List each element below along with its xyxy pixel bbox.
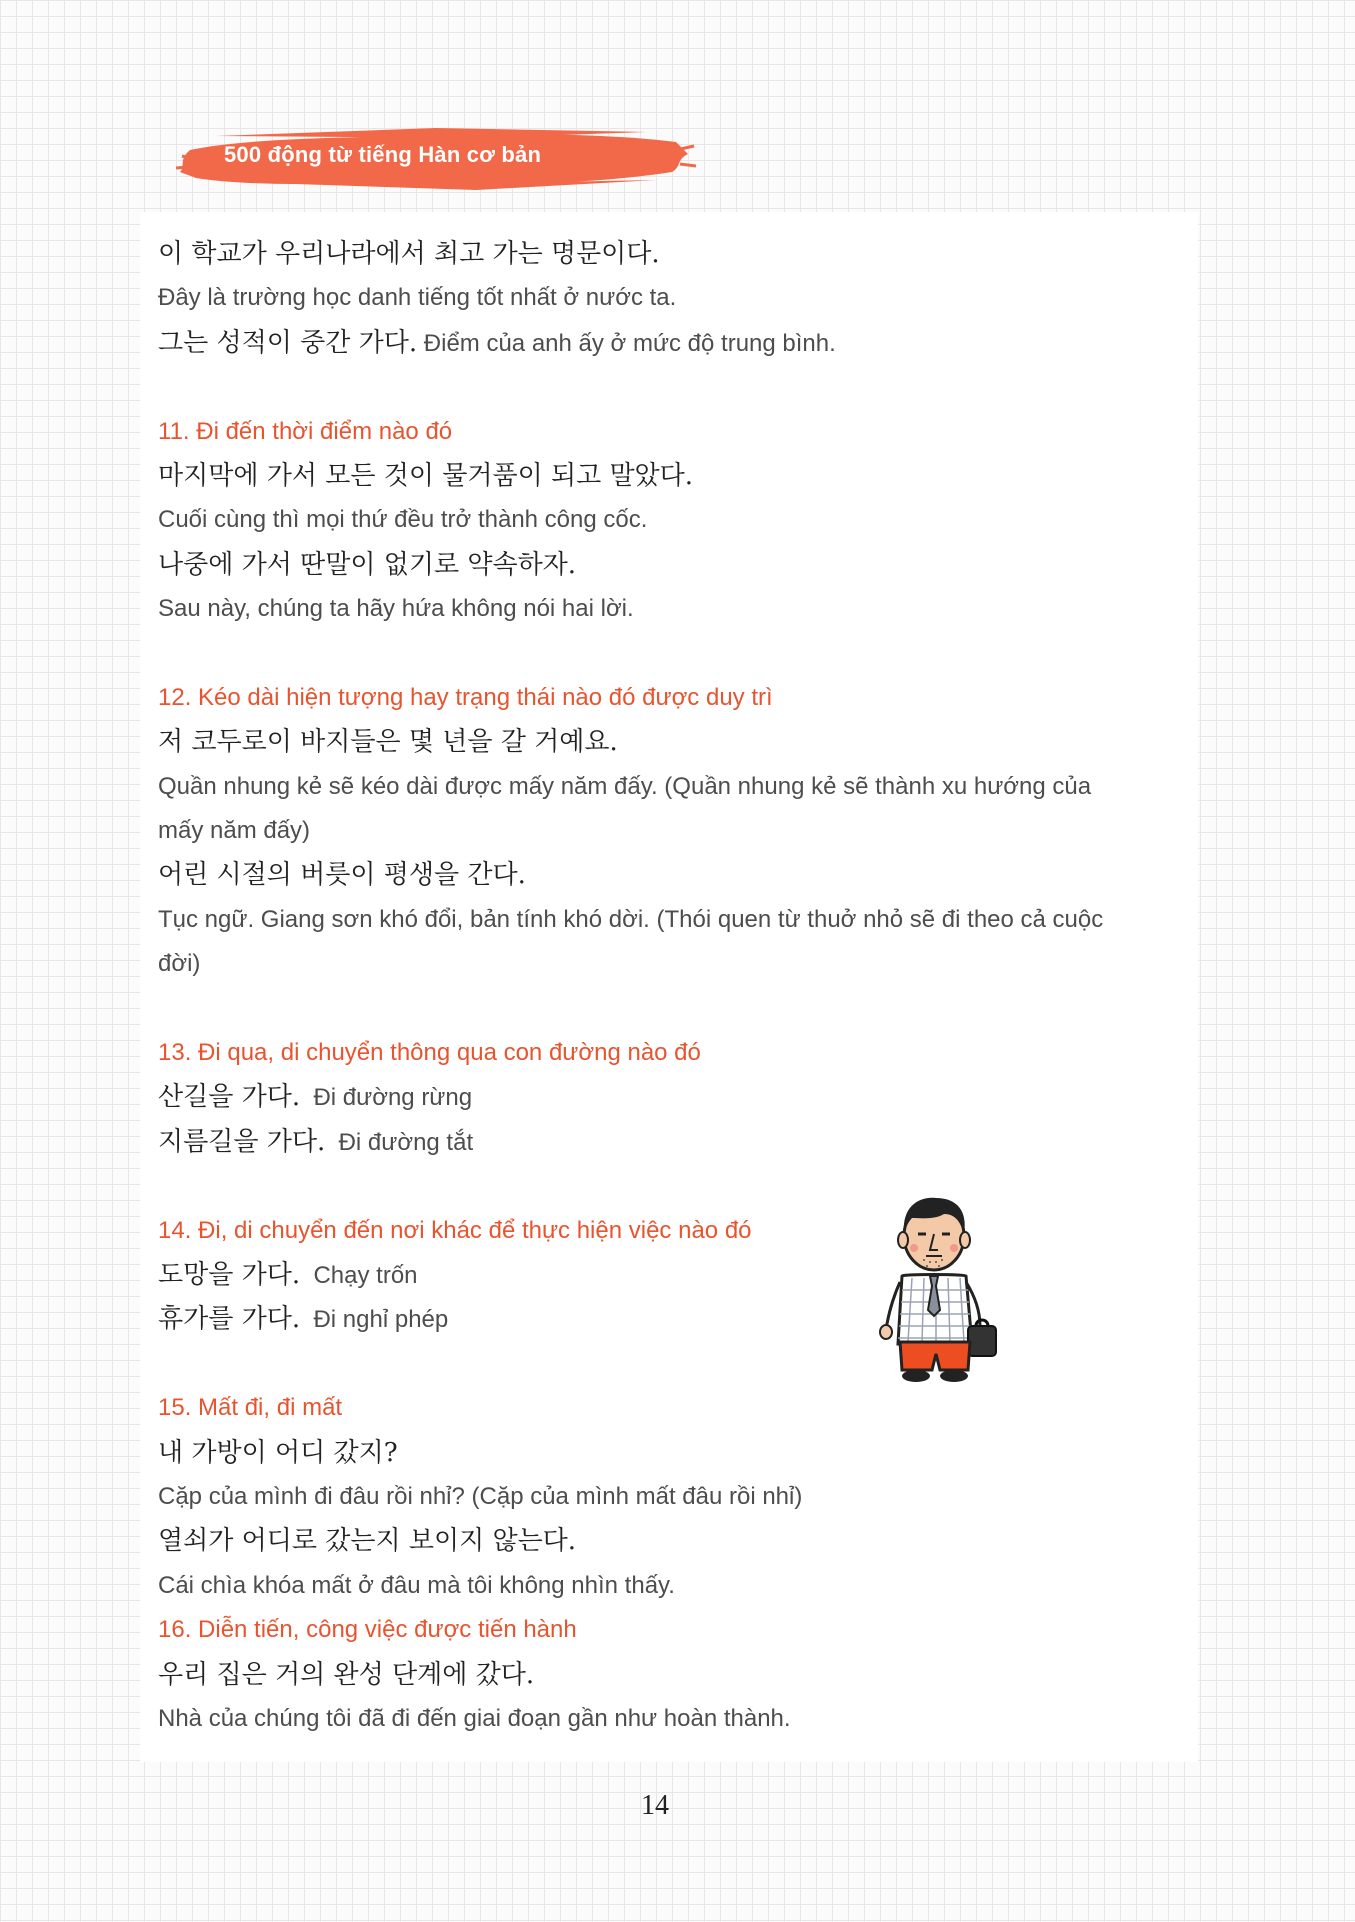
example-korean: 우리 집은 거의 완성 단계에 갔다. [158, 1659, 535, 1690]
example-pair [158, 1120, 1178, 1164]
header-banner [176, 120, 696, 198]
example-pair [158, 1075, 1178, 1119]
example-vietnamese: Điểm của anh ấy ở mức độ trung bình. [423, 329, 836, 357]
example-pair [158, 1297, 1178, 1341]
example-vietnamese: Sau này, chúng ta hãy hứa không nói hai lời. [158, 595, 634, 623]
example-korean: 이 학교가 우리나라에서 최고 가는 명문이다. [158, 239, 660, 269]
section-heading: 14. Đi, di chuyển đến nơi khác để thực hiện việc nào đó [158, 1216, 752, 1244]
example-korean: 산길을 가다. [158, 1082, 301, 1113]
section-heading: 16. Diễn tiến, công việc được tiến hành [158, 1616, 577, 1644]
example-vietnamese: Cuối cùng thì mọi thứ đều trở thành công cốc. [158, 506, 648, 534]
example-vietnamese: Đi nghỉ phép [313, 1306, 449, 1334]
example-korean: 도망을 가다. [158, 1259, 301, 1290]
page-number: 14 [641, 1790, 669, 1821]
example-vietnamese: Tục ngữ. Giang sơn khó đổi, bản tính khó dời. (Thói quen từ thuở nhỏ sẽ đi theo cả cuộc [158, 905, 1104, 933]
section-heading: 11. Đi đến thời điểm nào đó [158, 417, 453, 445]
page-content [158, 232, 1178, 1741]
section-heading: 12. Kéo dài hiện tượng hay trạng thái nào đó được duy trì [158, 683, 773, 711]
businessman-icon [864, 1190, 1004, 1386]
example-pair [158, 321, 1178, 365]
example-korean: 휴가를 가다. [158, 1304, 301, 1335]
example-korean: 어린 시절의 버릇이 평생을 간다. [158, 860, 526, 891]
example-korean: 내 가방이 어디 갔지? [158, 1437, 398, 1468]
example-vietnamese: Nhà của chúng tôi đã đi đến giai đoạn gần như hoàn thành. [158, 1704, 791, 1732]
example-korean: 나중에 가서 딴말이 없기로 약속하자. [158, 549, 577, 580]
example-vietnamese: Quần nhung kẻ sẽ kéo dài được mấy năm đấy. (Quần nhung kẻ sẽ thành xu hướng của [158, 772, 1092, 800]
example-vietnamese: Đi đường rừng [313, 1084, 473, 1112]
example-korean: 지름길을 가다. [158, 1126, 326, 1157]
example-vietnamese: Cặp của mình đi đâu rồi nhỉ? (Cặp của mình mất đâu rồi nhỉ) [158, 1482, 803, 1510]
example-korean: 그는 성적이 중간 가다. [158, 327, 418, 358]
example-korean: 마지막에 가서 모든 것이 물거품이 되고 말았다. [158, 460, 694, 491]
example-vietnamese: Đi đường tắt [338, 1128, 474, 1156]
example-korean: 열쇠가 어디로 갔는지 보이지 않는다. [158, 1526, 577, 1557]
businessman-illustration [864, 1190, 1004, 1386]
example-vietnamese: Cái chìa khóa mất ở đâu mà tôi không nhìn thấy. [158, 1571, 675, 1599]
example-vietnamese: mấy năm đấy) [158, 817, 311, 845]
example-korean: 저 코두로이 바지들은 몇 년을 갈 거예요. [158, 727, 618, 758]
header-title: 500 động từ tiếng Hàn cơ bản [224, 142, 542, 167]
example-vietnamese: đời) [158, 950, 201, 978]
section-heading: 15. Mất đi, đi mất [158, 1394, 343, 1422]
example-vietnamese: Chạy trốn [313, 1261, 418, 1289]
example-vietnamese: Đây là trường học danh tiếng tốt nhất ở nước ta. [158, 284, 677, 312]
example-pair [158, 1253, 1178, 1297]
section-heading: 13. Đi qua, di chuyển thông qua con đường nào đó [158, 1039, 701, 1067]
